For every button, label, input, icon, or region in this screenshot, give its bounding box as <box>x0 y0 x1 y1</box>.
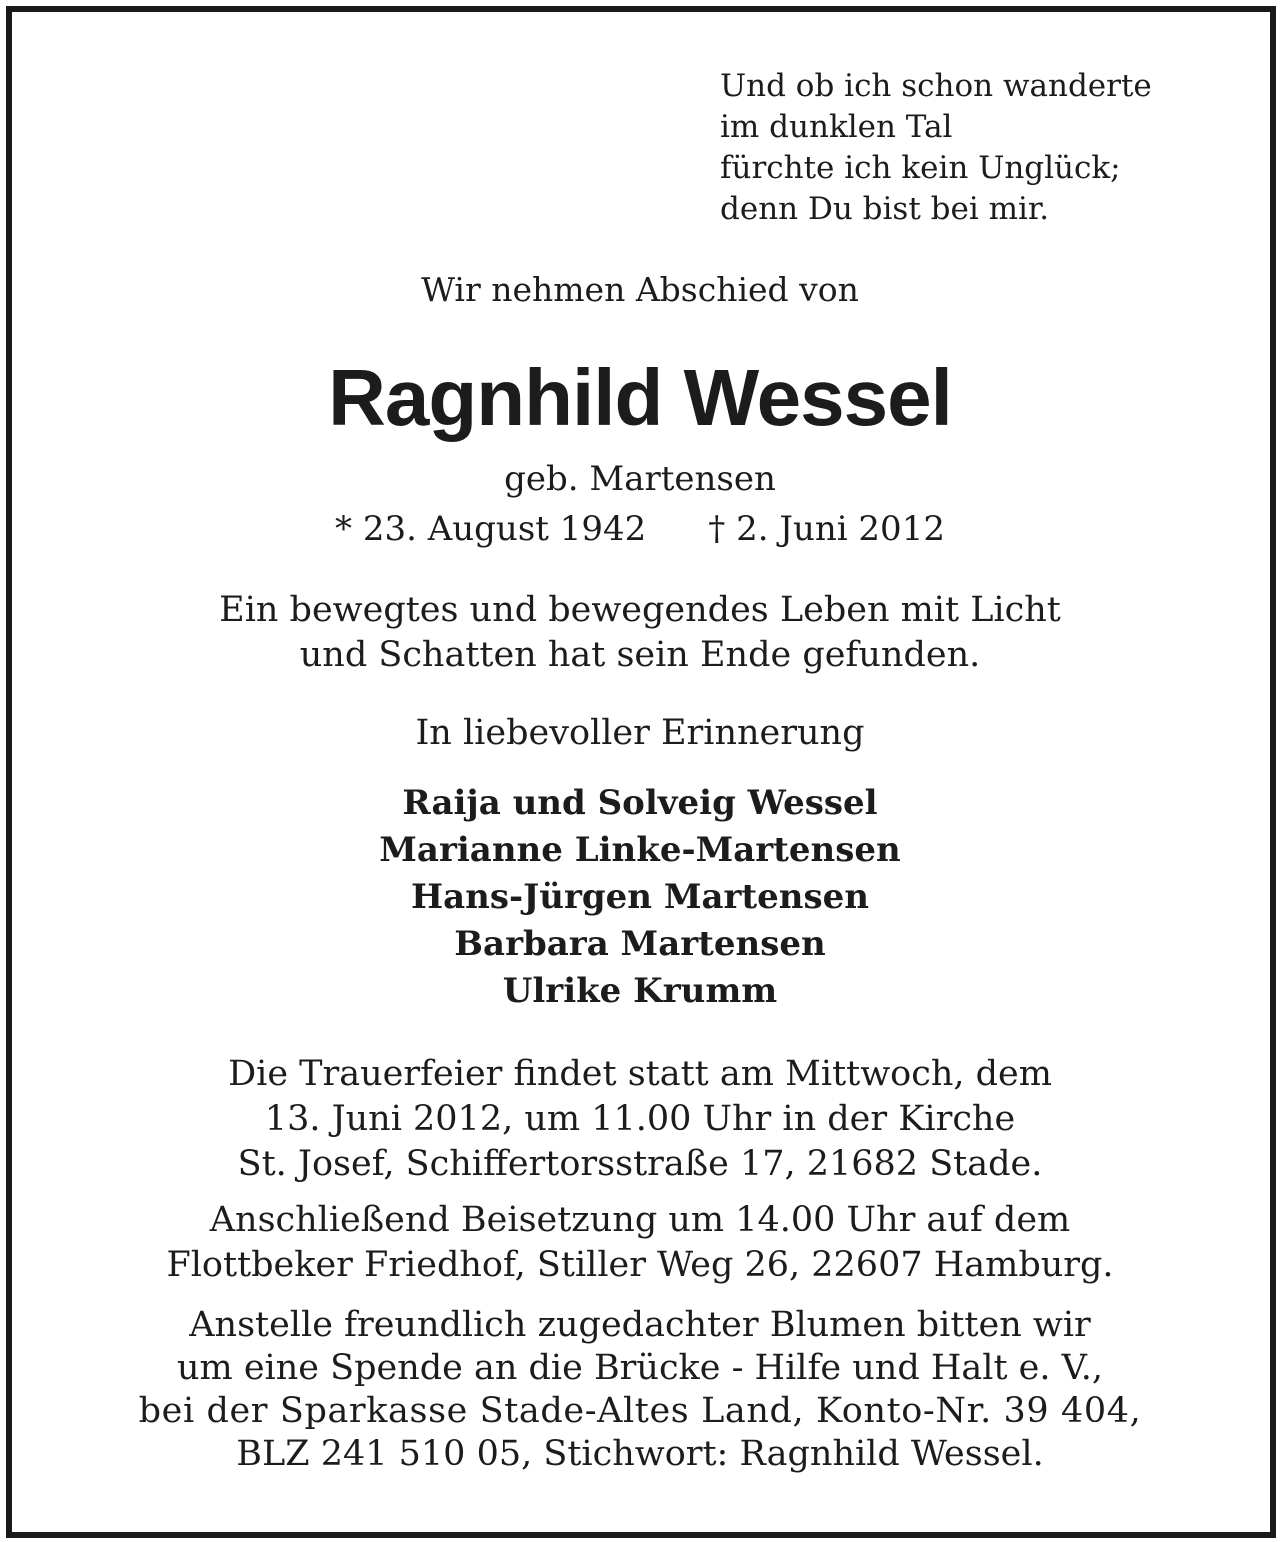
psalm-quote <box>720 66 1260 230</box>
mourner-name: Raija und Solveig Wessel <box>402 783 878 823</box>
service-line: Die Trauerfeier findet statt am Mittwoch, dem <box>228 1054 1052 1094</box>
mourners-list <box>0 780 1280 1015</box>
mourner-name: Barbara Martensen <box>454 924 826 964</box>
psalm-line: Und ob ich schon wanderte <box>720 68 1152 104</box>
burial-line: Flottbeker Friedhof, Stiller Weg 26, 22607 Hamburg. <box>166 1245 1114 1285</box>
donation-line: bei der Sparkasse Stade-Altes Land, Konto-Nr. 39 404, <box>138 1391 1142 1431</box>
psalm-line: im dunklen Tal <box>720 109 953 145</box>
service-line: 13. Juni 2012, um 11.00 Uhr in der Kirche <box>264 1099 1016 1139</box>
deceased-name: Ragnhild Wessel <box>328 353 952 442</box>
donation-line: um eine Spende an die Brücke - Hilfe und Halt e. V., <box>176 1348 1104 1388</box>
life-dates <box>0 506 1280 552</box>
epitaph <box>0 588 1280 678</box>
burial-info <box>0 1198 1280 1288</box>
death-date: † 2. Juni 2012 <box>708 509 945 549</box>
donation-line: BLZ 241 510 05, Stichwort: Ragnhild Wessel. <box>236 1434 1044 1474</box>
mourner-name: Hans-Jürgen Martensen <box>411 877 869 917</box>
service-info <box>0 1052 1280 1187</box>
psalm-line: fürchte ich kein Unglück; <box>720 150 1121 186</box>
psalm-line: denn Du bist bei mir. <box>720 191 1050 227</box>
birth-name: geb. Martensen <box>504 459 776 499</box>
birth-date: * 23. August 1942 <box>335 509 647 549</box>
memory-line: In liebevoller Erinnerung <box>415 713 865 753</box>
burial-line: Anschließend Beisetzung um 14.00 Uhr auf dem <box>209 1200 1071 1240</box>
epitaph-line: Ein bewegtes und bewegendes Leben mit Licht <box>219 590 1061 630</box>
donation-line: Anstelle freundlich zugedachter Blumen bitten wir <box>189 1305 1091 1345</box>
donation-info <box>0 1304 1280 1476</box>
mourner-name: Marianne Linke-Martensen <box>379 830 901 870</box>
service-line: St. Josef, Schiffertorsstraße 17, 21682 Stade. <box>237 1144 1043 1184</box>
mourner-name: Ulrike Krumm <box>502 971 778 1011</box>
intro-line: Wir nehmen Abschied von <box>421 270 859 309</box>
epitaph-line: und Schatten hat sein Ende gefunden. <box>299 635 981 675</box>
